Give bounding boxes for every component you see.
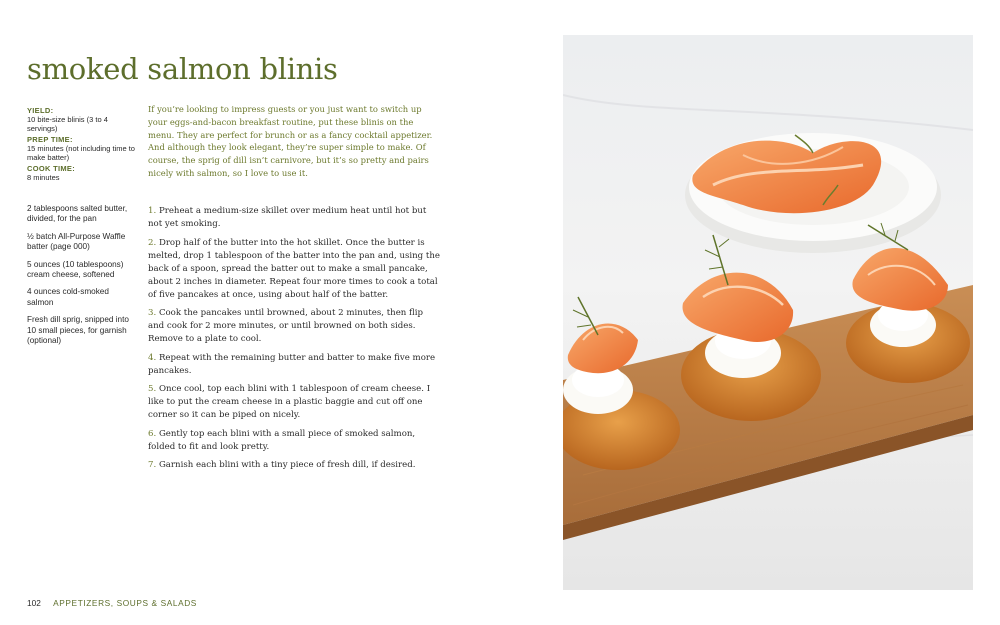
step-text: Garnish each blini with a tiny piece of fresh dill, if desired. [158, 460, 416, 470]
step-number: 7. [148, 460, 157, 470]
step-number: 4. [148, 352, 157, 363]
cook-time-value: 8 minutes [27, 173, 60, 182]
step-text: Gently top each blini with a small piece of smoked salmon, folded to fit and look pretty. [148, 428, 416, 452]
instruction-list [148, 205, 440, 478]
instruction-step [148, 205, 440, 231]
recipe-photo [563, 35, 973, 590]
instruction-step [148, 383, 440, 422]
step-number: 1. [148, 206, 157, 216]
recipe-intro: If you’re looking to impress guests or you just want to switch up your eggs-and-bacon breakfast routine, put these blinis on the menu. They are perfect for brunch or as a fancy cocktail appetizer. And although they look elegant, they’re super simple to make. Of course, the sprig of dill isn’t carnivore, but it’s so pretty and pairs nicely with salmon, so I love to use it. [148, 104, 433, 178]
step-text: Drop half of the butter into the hot skillet. Once the butter is melted, drop 1 tablespoon of the batter into the pan and, using the back of a spoon, spread the batter out to make a small pancake, about 2 inches in diameter. Repeat four more times to cook a total of five pancakes at once, using about half of the batter. [148, 237, 440, 300]
instruction-step [148, 307, 440, 346]
prep-time-value: 15 minutes (not including time to make batter) [27, 144, 135, 162]
instruction-step [148, 459, 440, 472]
step-number: 5. [148, 384, 157, 394]
ingredient-item: 2 tablespoons salted butter, divided, for the pan [27, 204, 128, 224]
step-number: 6. [148, 428, 157, 439]
step-number: 3. [148, 308, 157, 318]
step-text: Cook the pancakes until browned, about 2 minutes, then flip and cook for 2 more minutes, or until browned on both sides. Remove to a plate to cool. [148, 308, 424, 344]
ingredient-list [27, 204, 137, 353]
step-number: 2. [148, 237, 157, 248]
ingredient-item: 5 ounces (10 tablespoons) cream cheese, softened [27, 259, 124, 280]
recipe-title: smoked salmon blinis [27, 52, 338, 86]
page-number: 102 [27, 598, 41, 608]
recipe-meta [27, 104, 137, 182]
yield-label: YIELD: [27, 106, 54, 115]
ingredient-item: 4 ounces cold-smoked salmon [27, 287, 109, 307]
page-footer [27, 598, 197, 608]
instruction-step [148, 352, 440, 378]
step-text: Repeat with the remaining butter and batter to make five more pancakes. [148, 352, 436, 376]
ingredient-item: Fresh dill sprig, snipped into 10 small pieces, for garnish (optional) [27, 315, 129, 346]
step-text: Once cool, top each blini with 1 tablespoon of cream cheese. I like to put the cream cheese in a plastic baggie and cut off one corner so it can be piped on nicely. [148, 384, 431, 420]
instruction-step [148, 428, 440, 454]
salmon-plate [685, 133, 941, 253]
section-title: APPETIZERS, SOUPS & SALADS [53, 598, 197, 608]
yield-value: 10 bite-size blinis (3 to 4 servings) [27, 115, 108, 133]
step-text: Preheat a medium-size skillet over medium heat until hot but not yet smoking. [148, 206, 427, 229]
ingredient-item: ½ batch All-Purpose Waffle batter (page 000) [27, 231, 126, 252]
prep-time-label: PREP TIME: [27, 135, 73, 144]
instruction-step [148, 237, 440, 302]
cook-time-label: COOK TIME: [27, 164, 75, 173]
